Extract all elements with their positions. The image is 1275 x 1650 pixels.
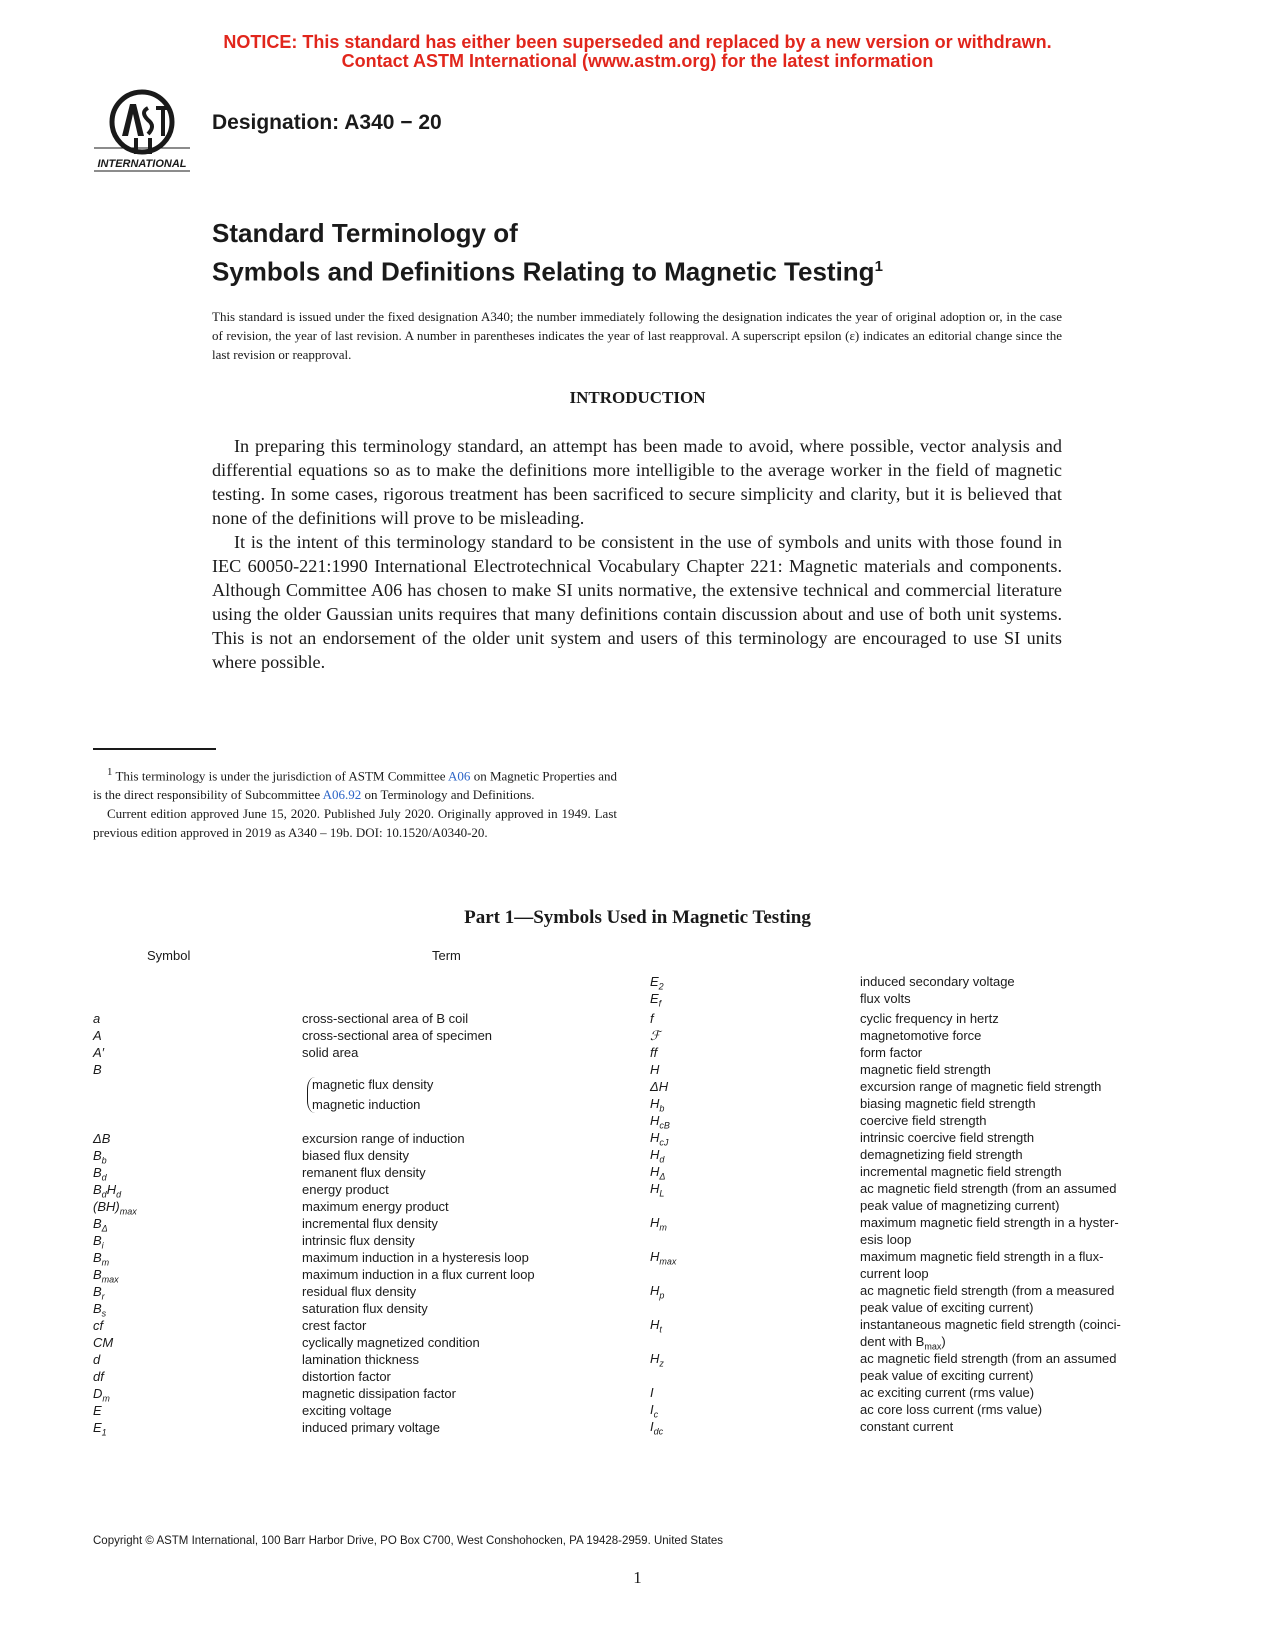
symbol: $D_m$ — [93, 1386, 110, 1404]
symbol: CM — [93, 1335, 114, 1350]
term: ac magnetic field strength (from an assumed — [860, 1351, 1117, 1366]
symbol: $H_b$ — [650, 1096, 665, 1114]
term: solid area — [302, 1045, 359, 1060]
term: remanent flux density — [302, 1165, 426, 1180]
term: peak value of magnetizing current) — [860, 1198, 1060, 1213]
symbol: ℱ — [650, 1028, 661, 1043]
term: peak value of exciting current) — [860, 1300, 1034, 1315]
column-header-term: Term — [432, 948, 461, 963]
title-footnote-mark: 1 — [874, 258, 883, 275]
term: cross-sectional area of B coil — [302, 1011, 469, 1026]
term: cyclic frequency in hertz — [860, 1011, 999, 1026]
symbol: ΔH — [650, 1079, 669, 1094]
term: biasing magnetic field strength — [860, 1096, 1036, 1111]
symbol: $H_{cB}$ — [650, 1113, 670, 1131]
astm-logo-icon — [92, 86, 196, 178]
term: peak value of exciting current) — [860, 1368, 1034, 1383]
term: ac exciting current (rms value) — [860, 1385, 1035, 1400]
term: form factor — [860, 1045, 923, 1060]
term: energy product — [302, 1182, 389, 1197]
term: incremental magnetic field strength — [860, 1164, 1062, 1179]
notice-banner — [0, 33, 1275, 71]
committee-link[interactable]: A06 — [448, 768, 471, 784]
symbol: $B_m$ — [93, 1250, 110, 1268]
subcommittee-link[interactable]: A06.92 — [322, 787, 362, 803]
term: ac magnetic field strength (from a measured — [860, 1283, 1115, 1298]
symbol: $B_\Delta$ — [93, 1216, 108, 1234]
column-header-symbol: Symbol — [147, 948, 191, 963]
symbol: df — [93, 1369, 104, 1384]
symbol: $B_dH_d$ — [93, 1182, 122, 1200]
symbol: $B_r$ — [93, 1284, 105, 1302]
symbol: I — [650, 1385, 654, 1400]
term: crest factor — [302, 1318, 367, 1333]
term: constant current — [860, 1419, 954, 1434]
term: flux volts — [860, 991, 911, 1006]
term: intrinsic coercive field strength — [860, 1130, 1035, 1145]
symbol: $E_1$ — [93, 1420, 107, 1438]
term: intrinsic flux density — [302, 1233, 415, 1248]
symbol: ΔB — [93, 1131, 111, 1146]
copyright: Copyright © ASTM International, 100 Barr Harbor Drive, PO Box C700, West Conshohocken, PA 19428-2959. United States — [93, 1535, 724, 1547]
symbol: $(BH)_{max}$ — [93, 1199, 137, 1217]
term: esis loop — [860, 1232, 912, 1247]
footnote-mark: 1 — [107, 766, 113, 778]
footnote-paragraph-2: Current edition approved June 15, 2020. Published July 2020. Originally approved in 1949. Last previous edition approved in 2019 as A340 – 19b. DOI: 10.1520/A0340-20. — [93, 806, 617, 841]
term: ac magnetic field strength (from an assumed — [860, 1181, 1117, 1196]
symbol: $H_{max}$ — [650, 1249, 677, 1267]
notice-line-1: NOTICE: This standard has either been superseded and replaced by a new version or withdrawn. — [223, 32, 1052, 52]
term: incremental flux density — [302, 1216, 438, 1231]
term: biased flux density — [302, 1148, 409, 1163]
term: magnetic dissipation factor — [302, 1386, 456, 1401]
document-title — [212, 217, 883, 289]
symbol: $H_{cJ}$ — [650, 1130, 669, 1148]
designation: Designation: A340 − 20 — [212, 111, 442, 134]
term: excursion range of magnetic field strength — [860, 1079, 1102, 1094]
term: induced secondary voltage — [860, 974, 1015, 989]
term: exciting voltage — [302, 1403, 392, 1418]
term: lamination thickness — [302, 1352, 420, 1367]
term: maximum induction in a flux current loop — [302, 1267, 535, 1282]
term: maximum magnetic field strength in a flux- — [860, 1249, 1104, 1264]
symbol: H — [650, 1062, 660, 1077]
symbol: E — [93, 1403, 102, 1418]
symbol: A′ — [93, 1045, 105, 1060]
symbol: B — [93, 1062, 102, 1077]
title-line-2: Symbols and Definitions Relating to Magnetic Testing$^1$ — [212, 256, 883, 287]
notice-line-2: Contact ASTM International (www.astm.org) for the latest information — [341, 51, 934, 71]
term: distortion factor — [302, 1369, 391, 1384]
symbol: $E_f$ — [650, 991, 662, 1009]
symbol: $B_b$ — [93, 1148, 107, 1166]
term: current loop — [860, 1266, 929, 1281]
logo-text: INTERNATIONAL — [97, 158, 187, 170]
term: dent with $B_{max}$) — [860, 1334, 946, 1352]
symbol: $H_m$ — [650, 1215, 667, 1233]
issued-statement: This standard is issued under the fixed designation A340; the number immediately following the designation indicates the year of original adoption or, in the case of revision, the year of last revision. A number in parentheses indicates the year of last reapproval. A superscript epsilon (ε) indicates an editorial change since the last revision or reapproval. — [212, 309, 1062, 362]
term: instantaneous magnetic field strength (coinci- — [860, 1317, 1121, 1332]
symbol: $B_d$ — [93, 1165, 107, 1183]
term: maximum energy product — [302, 1199, 449, 1214]
astm-logo — [92, 86, 196, 178]
term: excursion range of induction — [302, 1131, 465, 1146]
symbol: $B_s$ — [93, 1301, 107, 1319]
symbol: $B_{max}$ — [93, 1267, 119, 1285]
term: residual flux density — [302, 1284, 417, 1299]
term: ac core loss current (rms value) — [860, 1402, 1043, 1417]
symbol: $H_z$ — [650, 1351, 664, 1369]
symbol: $B_i$ — [93, 1233, 104, 1251]
introduction-paragraph-1: In preparing this terminology standard, an attempt has been made to avoid, where possible, vector analysis and differential equations so as to make the definitions more intelligible to the average worker in the field of magnetic testing. In some cases, rigorous treatment has been sacrificed to secure simplicity and clarity, but it is believed that none of the definitions will prove to be misleading. — [212, 436, 1062, 528]
term: maximum induction in a hysteresis loop — [302, 1250, 529, 1265]
introduction-body — [212, 434, 1062, 674]
brace — [307, 1077, 316, 1113]
title-line-1: Standard Terminology of — [212, 218, 518, 248]
part1-heading: Part 1—Symbols Used in Magnetic Testing — [464, 907, 811, 928]
term: magnetic induction — [312, 1097, 421, 1112]
symbol: $E_2$ — [650, 974, 664, 992]
symbol: f — [650, 1011, 654, 1026]
symbol: $I_c$ — [650, 1402, 659, 1420]
symbol: a — [93, 1011, 101, 1026]
term: cross-sectional area of specimen — [302, 1028, 493, 1043]
symbol: A — [93, 1028, 102, 1043]
symbol: $I_{dc}$ — [650, 1419, 664, 1437]
page-number: 1 — [633, 1568, 642, 1587]
footnote — [93, 763, 617, 842]
symbol: d — [93, 1352, 101, 1367]
symbol: ff — [650, 1045, 658, 1060]
term: cyclically magnetized condition — [302, 1335, 480, 1350]
symbol: $H_d$ — [650, 1147, 665, 1165]
term: demagnetizing field strength — [860, 1147, 1023, 1162]
term: coercive field strength — [860, 1113, 987, 1128]
term: magnetic field strength — [860, 1062, 991, 1077]
term: magnetic flux density — [312, 1077, 434, 1092]
introduction-heading: INTRODUCTION — [569, 388, 706, 407]
term: maximum magnetic field strength in a hyster- — [860, 1215, 1119, 1230]
footnote-rule — [93, 748, 216, 750]
symbol: $H_L$ — [650, 1181, 665, 1199]
symbol: $H_\Delta$ — [650, 1164, 666, 1182]
term: induced primary voltage — [302, 1420, 441, 1435]
introduction-paragraph-2: It is the intent of this terminology standard to be consistent in the use of symbols and units with those found in IEC 60050-221:1990 International Electrotechnical Vocabulary Chapter 221: Magnetic materials and components. Although Committee A06 has chosen to make SI units normative, the extensive technical and commercial literature using the older Gaussian units requires that many definitions contain discussion about and use of both unit systems. This is not an endorsement of the older unit system and users of this terminology are encouraged to use SI units where possible. — [212, 532, 1062, 672]
term: magnetomotive force — [860, 1028, 982, 1043]
symbol: cf — [93, 1318, 104, 1333]
term: saturation flux density — [302, 1301, 428, 1316]
footnote-paragraph-1: $^1$ This terminology is under the jurisdiction of ASTM Committee A06 on Magnetic Properties and is the direct responsibility of Subcommittee A06.92 on Terminology and Definitions. — [93, 766, 618, 803]
symbol: $H_p$ — [650, 1283, 665, 1301]
symbol: $H_t$ — [650, 1317, 662, 1335]
